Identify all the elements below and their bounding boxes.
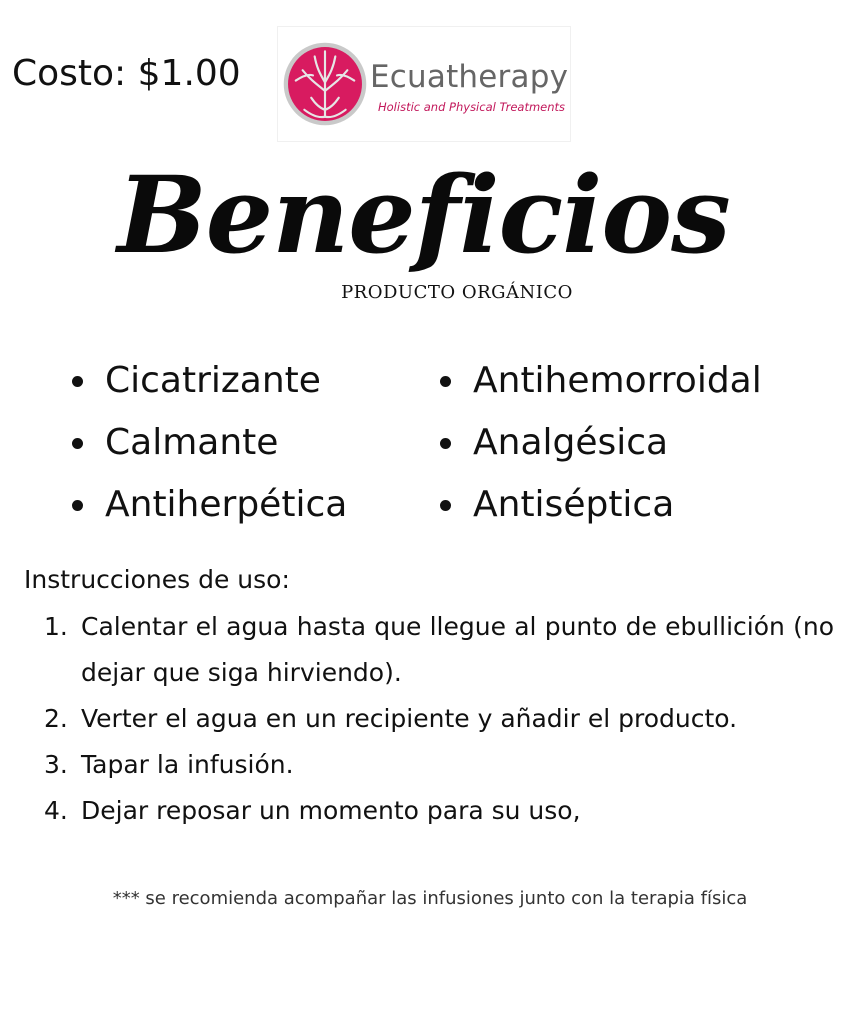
benefit-label: Antiséptica <box>473 484 675 525</box>
benefit-label: Antihemorroidal <box>473 360 762 401</box>
bullet-icon <box>440 438 451 449</box>
benefits-list-right <box>440 350 762 536</box>
instructions-list <box>44 604 834 834</box>
benefits-list-left <box>72 350 347 536</box>
instruction-step <box>44 696 834 742</box>
recommendation-note: *** se recomienda acompañar las infusiones junto con la terapia física <box>112 888 748 909</box>
brand-logo <box>277 26 571 142</box>
instruction-step <box>44 742 834 788</box>
page-title: Beneficios <box>117 152 730 277</box>
bullet-icon <box>440 376 451 387</box>
benefit-item <box>440 412 762 474</box>
benefit-item <box>72 412 347 474</box>
cost-label: Costo: $1.00 <box>12 53 241 94</box>
step-text: Dejar reposar un momento para su uso, <box>81 796 581 825</box>
benefit-item <box>440 474 762 536</box>
instruction-step <box>44 788 834 834</box>
bullet-icon <box>72 376 83 387</box>
page-subtitle: PRODUCTO ORGÁNICO <box>341 282 573 303</box>
step-number: 4. <box>44 796 68 825</box>
brand-tagline: Holistic and Physical Treatments <box>378 100 566 114</box>
tree-icon <box>282 41 368 127</box>
instructions-heading: Instrucciones de uso: <box>24 565 290 594</box>
benefit-item <box>440 350 762 412</box>
step-text: Calentar el agua hasta que llegue al punto de ebullición (no dejar que siga hirviendo). <box>81 612 834 687</box>
step-number: 1. <box>44 612 68 641</box>
benefit-label: Analgésica <box>473 422 669 463</box>
benefit-label: Antiherpética <box>105 484 348 525</box>
benefit-label: Cicatrizante <box>105 360 321 401</box>
step-text: Tapar la infusión. <box>81 750 294 779</box>
benefit-item <box>72 350 347 412</box>
benefit-item <box>72 474 347 536</box>
brand-name: Ecuatherapy <box>370 59 569 95</box>
instruction-step <box>44 604 834 696</box>
bullet-icon <box>440 500 451 511</box>
bullet-icon <box>72 500 83 511</box>
benefit-label: Calmante <box>105 422 279 463</box>
step-text: Verter el agua en un recipiente y añadir el producto. <box>81 704 738 733</box>
step-number: 2. <box>44 704 68 733</box>
bullet-icon <box>72 438 83 449</box>
step-number: 3. <box>44 750 68 779</box>
